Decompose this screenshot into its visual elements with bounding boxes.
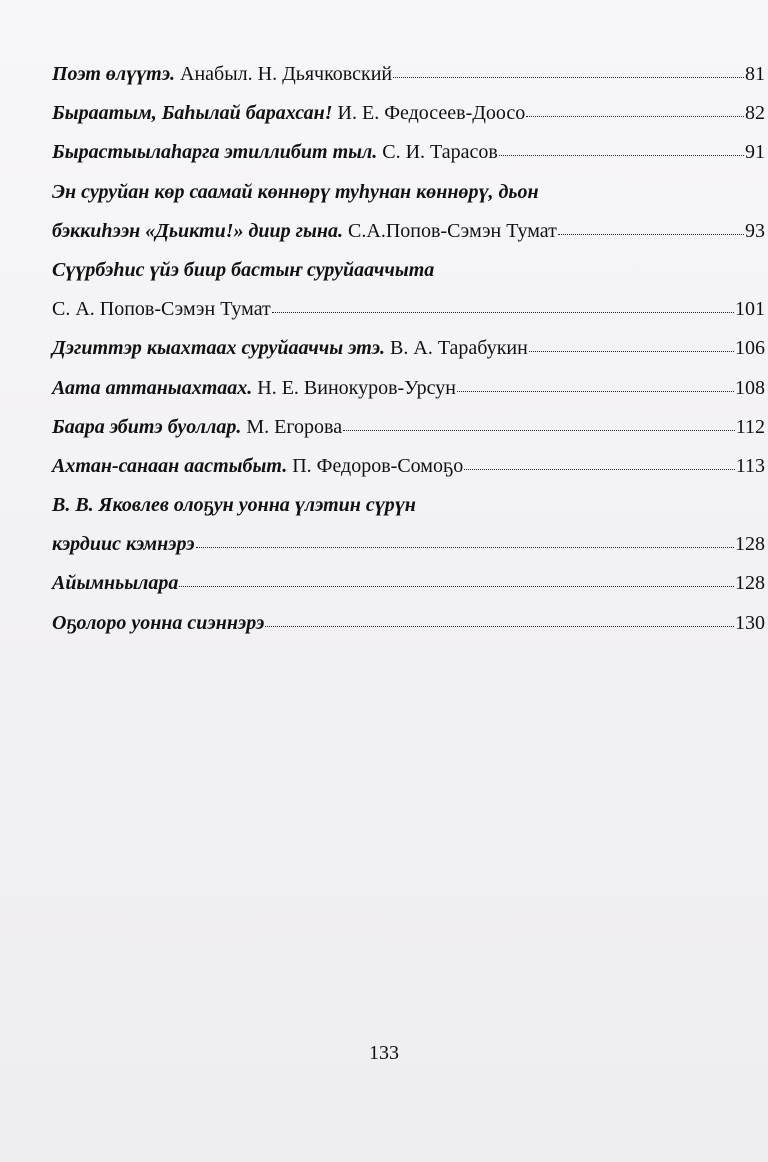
toc-entry [52,534,765,573]
toc-entry-text [52,495,416,515]
toc-leader-dots [196,547,734,548]
toc-entry-author: Анабыл. Н. Дьячковский [180,63,393,85]
toc-entry-text [52,103,525,123]
toc-entry [52,142,765,181]
toc-entry-text [52,338,528,358]
toc-page-number: 128 [735,533,765,556]
toc-entry-title: Оҕолоро уонна сиэннэрэ [52,611,265,634]
toc-entry [52,613,765,652]
toc-entry [52,64,765,103]
toc-page-number: 130 [735,611,765,634]
toc-leader-dots [529,351,734,352]
toc-entry-author: П. Федоров-Сомоҕо [292,454,464,477]
toc-entry [52,378,765,417]
toc-leader-dots [179,586,734,587]
toc-entry-title: бэккиһээн «Дьикти!» диир гына. [52,219,344,242]
toc-entry [52,260,765,299]
toc-page-number: 112 [735,415,765,438]
toc-page-number: 91 [745,141,765,164]
toc-entry-author: И. Е. Федосеев-Доосо [337,102,526,125]
toc-entry-text [52,221,557,241]
toc-entry-title: Айымньылара [52,572,179,595]
toc-page-number: 106 [735,337,765,360]
toc-entry-title: Ахтан-санаан аастыбыт. [52,454,288,477]
toc-entry-title: Быраатым, Баһылай барахсан! [52,102,333,125]
toc-entry-author: С. И. Тарасов [382,141,498,164]
toc-page-number: 108 [735,376,765,399]
toc-entry-text [52,378,456,398]
toc-entry-author: М. Егорова [246,415,343,438]
toc-entry-text [52,613,264,633]
toc-page-number: 113 [735,454,765,477]
toc-entry [52,103,765,142]
toc-leader-dots [265,626,734,627]
toc-page-number: 82 [745,102,765,125]
toc-entry-title: Бырастыылаһарга этиллибит тыл. [52,141,378,164]
toc-page-number: 81 [745,63,765,85]
toc-entry-text [52,573,178,593]
toc-entry-title: кэрдиис кэмнэрэ [52,533,195,556]
toc-leader-dots [526,116,744,117]
toc-entry-title: Баара эбитэ буоллар. [52,415,242,438]
toc-entry [52,221,765,260]
toc-page-number: 93 [745,219,765,242]
toc-entry-text [52,417,342,437]
toc-entry-text [52,64,392,84]
toc-page-number: 128 [735,572,765,595]
toc-leader-dots [393,77,744,78]
toc-leader-dots [272,312,734,313]
toc-entry [52,299,765,338]
toc-leader-dots [499,155,744,156]
page-number: 133 [369,1042,399,1064]
toc-leader-dots [343,430,735,431]
toc-entry-text [52,260,434,280]
toc-entry-author: В. А. Тарабукин [390,337,528,360]
toc-leader-dots [464,469,734,470]
toc-entry-text [52,534,195,554]
toc-leader-dots [457,391,734,392]
toc-entry-title: Поэт өлүүтэ. [52,63,176,85]
toc-entry-title: Аата аттаныахтаах. [52,376,253,399]
toc-entry-author: Н. Е. Винокуров-Урсун [257,376,456,399]
toc-entry-text [52,142,498,162]
toc-entry-text [52,182,539,202]
toc-page-number: 101 [735,298,765,321]
toc-entry [52,417,765,456]
toc-entry [52,182,765,221]
toc-entry-title: Дэгиттэр кыахтаах суруйааччы этэ. [52,337,386,360]
toc-entry-title: Сүүрбэһис үйэ биир бастыҥ суруйааччыта [52,258,435,281]
toc-entry [52,495,765,534]
toc-entry-text [52,456,463,476]
toc-entry-text [52,299,271,319]
toc-entry [52,573,765,612]
toc-entry [52,338,765,377]
toc-leader-dots [558,234,744,235]
toc-entry-title: Эн суруйан көр саамай көннөрү туһунан көннөрү, дьон [52,180,539,203]
toc-entry-author: С.А.Попов-Сэмэн Тумат [348,219,557,242]
table-of-contents [52,64,765,652]
toc-entry [52,456,765,495]
toc-entry-title: В. В. Яковлев олоҕун уонна үлэтин сүрүн [52,494,416,517]
toc-entry-author: С. А. Попов-Сэмэн Тумат [52,298,271,321]
